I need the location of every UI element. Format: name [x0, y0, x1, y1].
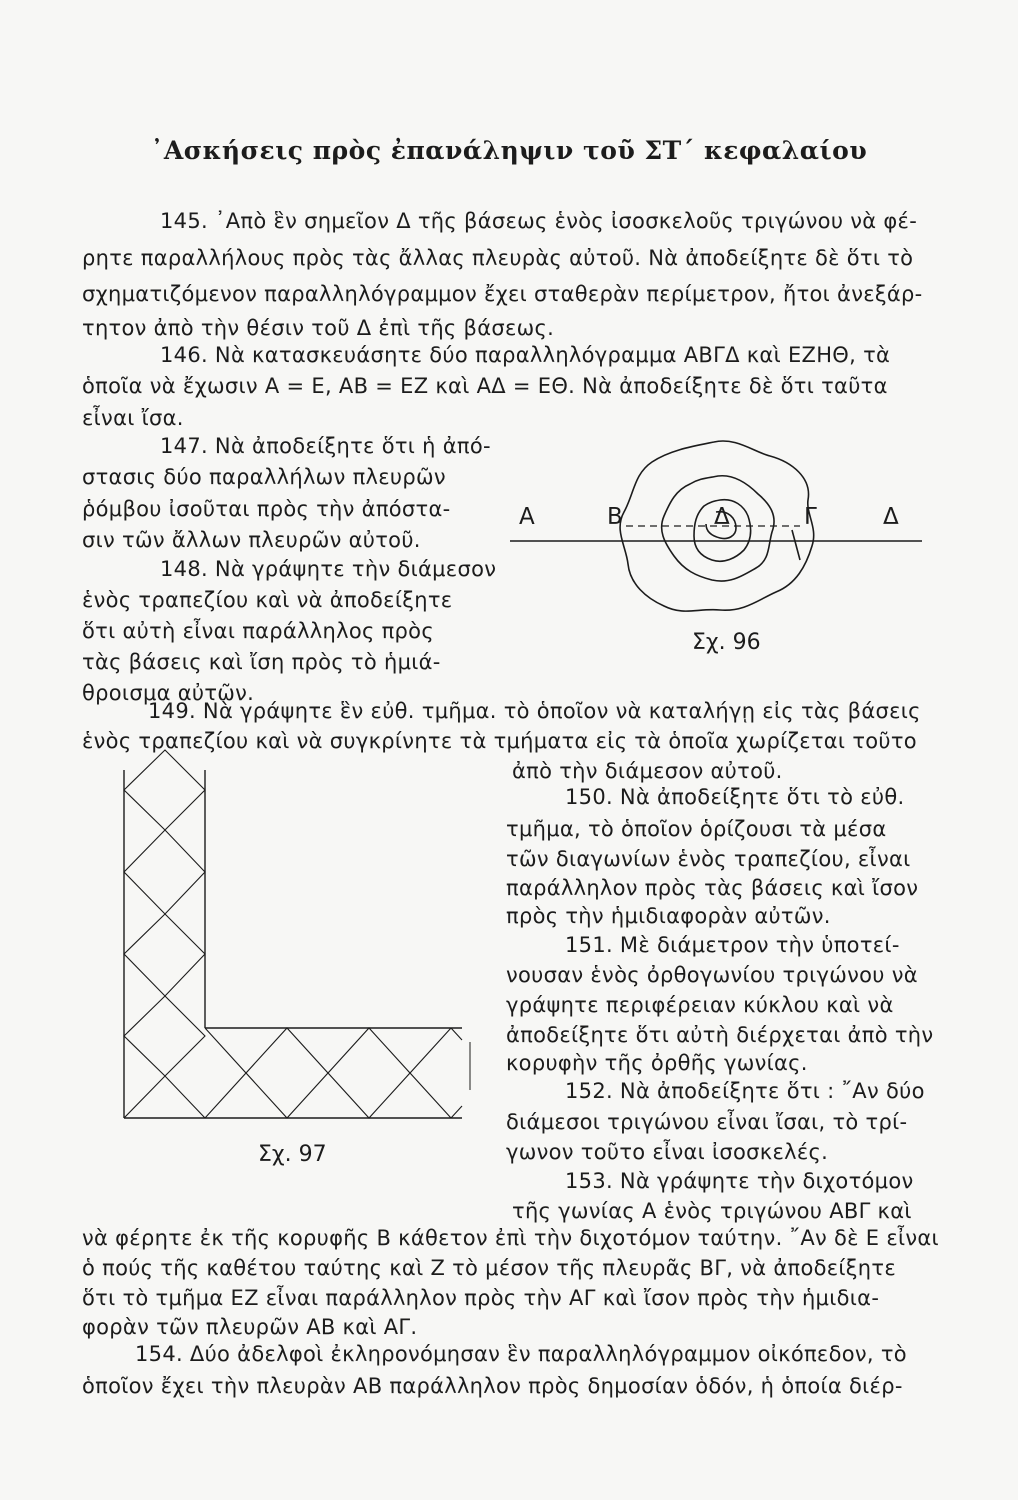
ex148-line-3: ὅτι αὐτὴ εἶναι παράλληλος πρὸς	[82, 619, 434, 643]
ex146-line-3: εἶναι ἴσα.	[82, 406, 184, 430]
fig96-label-D: Δ	[883, 504, 899, 530]
ex152-line-3: γωνον τοῦτο εἶναι ἰσοσκελές.	[506, 1140, 829, 1164]
ex148-line-5: θροισμα αὐτῶν.	[82, 681, 255, 705]
ex146-line-2: ὁποῖα νὰ ἔχωσιν Α = Ε, ΑΒ = ΕΖ καὶ ΑΔ = ΕΘ. Νὰ ἀποδείξητε δὲ ὅτι ταῦτα	[82, 374, 888, 398]
ex149-line-1: 149. Νὰ γράψητε ἓν εὐθ. τμῆμα. τὸ ὁποῖον νὰ καταλήγῃ εἰς τὰς βάσεις	[148, 699, 921, 723]
ex151-line-5: κορυφὴν τῆς ὀρθῆς γωνίας.	[506, 1051, 808, 1075]
ex154-line-1: 154. Δύο ἀδελφοὶ ἐκληρονόμησαν ἓν παραλληλόγραμμον οἰκόπεδον, τὸ	[135, 1342, 907, 1366]
ex152-line-1: 152. Νὰ ἀποδείξητε ὅτι : ῎Αν δύο	[565, 1079, 925, 1103]
ex153-line-6: φορὰν τῶν πλευρῶν ΑΒ καὶ ΑΓ.	[82, 1315, 418, 1339]
ex154-line-2: ὁποῖον ἔχει τὴν πλευρὰν ΑΒ παράλληλον πρὸς δημοσίαν ὁδόν, ἡ ὁποία διέρ-	[82, 1374, 903, 1398]
ex145-line-3: σχηματιζόμενον παραλληλόγραμμον ἔχει σταθερὰν περίμετρον, ἤτοι ἀνεξάρ-	[82, 282, 923, 306]
ex150-line-3: τῶν διαγωνίων ἑνὸς τραπεζίου, εἶναι	[506, 847, 911, 871]
ex153-line-3: νὰ φέρητε ἐκ τῆς κορυφῆς Β κάθετον ἐπὶ τὴν διχοτόμον ταύτην. ῎Αν δὲ Ε εἶναι	[82, 1226, 939, 1250]
fig97-horizontal-lattice	[205, 1028, 462, 1118]
ex145-line-4: τητον ἀπὸ τὴν θέσιν τοῦ Δ ἐπὶ τῆς βάσεως.	[82, 316, 555, 340]
ex147-line-3: ῥόμβου ἰσοῦται πρὸς τὴν ἀπόστα-	[82, 497, 451, 521]
fig96-label-A: Α	[519, 504, 535, 530]
ex151-line-1: 151. Μὲ διάμετρον τὴν ὑποτεί-	[565, 933, 900, 957]
ex153-line-5: ὅτι τὸ τμῆμα ΕΖ εἶναι παράλληλον πρὸς τὴν ΑΓ καὶ ἴσον πρὸς τὴν ἡμιδια-	[82, 1286, 880, 1310]
ex149-line-2: ἑνὸς τραπεζίου καὶ νὰ συγκρίνητε τὰ τμήματα εἰς τὰ ὁποῖα χωρίζεται τοῦτο	[82, 729, 917, 753]
ex152-line-2: διάμεσοι τριγώνου εἶναι ἴσαι, τὸ τρί-	[506, 1110, 908, 1134]
ex151-line-2: νουσαν ἑνὸς ὀρθογωνίου τριγώνου νὰ	[506, 963, 918, 987]
fig96-right-tick	[792, 530, 800, 560]
ex147-line-1: 147. Νὰ ἀποδείξητε ὅτι ἡ ἀπό-	[160, 434, 491, 458]
ex145-line-1: 145. ᾽Απὸ ἓν σημεῖον Δ τῆς βάσεως ἑνὸς ἰσοσκελοῦς τριγώνου νὰ φέ-	[160, 209, 918, 233]
ex150-line-2: τμῆμα, τὸ ὁποῖον ὁρίζουσι τὰ μέσα	[506, 817, 887, 841]
fig96-label-center: Δ	[714, 504, 730, 530]
ex153-line-4: ὁ πούς τῆς καθέτου ταύτης καὶ Ζ τὸ μέσον τῆς πλευρᾶς ΒΓ, νὰ ἀποδείξητε	[82, 1256, 897, 1280]
ex148-line-1: 148. Νὰ γράψητε τὴν διάμεσον	[160, 557, 497, 581]
ex146-line-1: 146. Νὰ κατασκευάσητε δύο παραλληλόγραμμα ΑΒΓΔ καὶ ΕΖΗΘ, τὰ	[160, 343, 891, 367]
ex153-line-2: τῆς γωνίας Α ἑνὸς τριγώνου ΑΒΓ καὶ	[512, 1199, 912, 1223]
ex147-line-4: σιν τῶν ἄλλων πλευρῶν αὐτοῦ.	[82, 528, 421, 552]
fig97-caption: Σχ. 97	[258, 1142, 327, 1167]
ex150-line-1: 150. Νὰ ἀποδείξητε ὅτι τὸ εὐθ.	[565, 785, 905, 809]
ex150-line-5: πρὸς τὴν ἡμιδιαφορὰν αὐτῶν.	[506, 904, 831, 928]
page-title: ᾽Ασκήσεις πρὸς ἐπανάληψιν τοῦ ΣΤ΄ κεφαλαίου	[150, 136, 868, 165]
ex148-line-2: ἑνὸς τραπεζίου καὶ νὰ ἀποδείξητε	[82, 588, 453, 612]
ex148-line-4: τὰς βάσεις καὶ ἴση πρὸς τὸ ἡμιά-	[82, 650, 441, 674]
ex151-line-4: ἀποδείξητε ὅτι αὐτὴ διέρχεται ἀπὸ τὴν	[506, 1023, 934, 1047]
ex149-line-3: ἀπὸ τὴν διάμεσον αὐτοῦ.	[512, 759, 783, 783]
ex145-line-2: ρητε παραλλήλους πρὸς τὰς ἄλλας πλευρὰς αὐτοῦ. Νὰ ἀποδείξητε δὲ ὅτι τὸ	[82, 246, 914, 270]
fig97-vertical-lattice	[124, 750, 205, 1118]
fig96-caption: Σχ. 96	[692, 630, 761, 655]
fig96-label-G: Γ	[804, 504, 817, 530]
ex151-line-3: γράψητε περιφέρειαν κύκλου καὶ νὰ	[506, 993, 894, 1017]
fig96-label-B: Β	[607, 504, 623, 530]
ex147-line-2: στασις δύο παραλλήλων πλευρῶν	[82, 465, 446, 489]
ex150-line-4: παράλληλον πρὸς τὰς βάσεις καὶ ἴσον	[506, 876, 919, 900]
ex153-line-1: 153. Νὰ γράψητε τὴν διχοτόμον	[565, 1169, 914, 1193]
